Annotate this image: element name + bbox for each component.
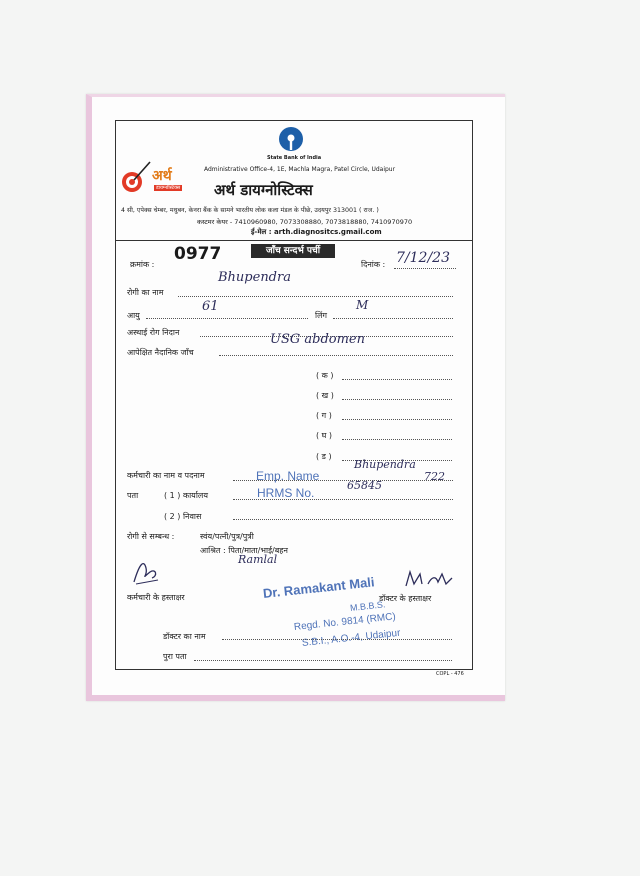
hrms-handwritten: 65845 [347, 479, 382, 492]
patient-name-label: रोगी का नाम [127, 288, 164, 297]
serial-label: क्रमांक : [130, 260, 155, 269]
doctor-signature-icon [402, 568, 456, 590]
gender-label: लिंग [315, 311, 327, 320]
emp-name-stamp: Emp. Name [256, 469, 320, 483]
full-address-label: पुरा पता [163, 652, 187, 661]
hrms-stamp: HRMS No. [257, 486, 315, 500]
arth-logo-icon [120, 158, 154, 194]
employee-number-handwritten: 722 [424, 470, 445, 483]
test-item: ( क ) [316, 371, 334, 380]
test-item: ( ख ) [316, 391, 334, 400]
tests-line [219, 355, 453, 356]
dependent-options: आश्रित : पिता/माता/भाई/बहन [200, 546, 288, 555]
doctor-stamp-regd: Regd. No. 9814 (RMC) [293, 611, 397, 633]
test-item: ( ग ) [316, 411, 332, 420]
dependent-handwritten: Ramlal [238, 553, 278, 566]
test-item-line [342, 379, 452, 380]
doctor-stamp-degree: M.B.B.S. [349, 599, 386, 613]
test-item: ( घ ) [316, 431, 333, 440]
relation-label: रोगी से सम्बन्ध : [127, 532, 175, 541]
office-label: ( 1 ) कार्यालय [164, 491, 208, 500]
patient-name-line [178, 296, 453, 297]
age-line [146, 318, 308, 319]
bank-name: State Bank of India [267, 155, 322, 161]
relation-options: स्वंय/पत्नी/पुत्र/पुत्री [200, 532, 254, 541]
print-code: COPL - 476 [436, 671, 464, 677]
tests-label: आपेक्षित नैदानिक जाँच [127, 348, 194, 357]
doctor-stamp-office: S.B.I., A.O.-4, Udaipur [301, 627, 401, 649]
date-label: दिनांक : [361, 260, 386, 269]
logo-subtitle: डायग्नोस्टिक्स [156, 185, 181, 191]
full-address-line [194, 660, 452, 661]
sbi-logo-icon [278, 126, 304, 152]
form-title: जाँच सन्दर्भ पर्ची [251, 244, 335, 258]
employee-handwritten: Bhupendra [354, 458, 416, 471]
admin-office: Administrative Office-4, 1E, Machla Magra, Patel Circle, Udaipur [204, 166, 396, 173]
gender-line [333, 318, 453, 319]
phone-numbers: कस्टमर केयर - 7410960980, 7073308880, 7073818880, 7410970970 [197, 218, 413, 226]
test-item-line [342, 439, 452, 440]
doctor-signature-label: डॉक्टर के हस्ताक्षर [379, 594, 432, 603]
doctor-name-line [222, 639, 452, 640]
employee-signature-icon [130, 556, 164, 588]
org-name: अर्थ डायग्नोस्टिक्स [214, 181, 313, 199]
age-handwritten: 61 [202, 299, 219, 314]
org-address: 4 सी, एपेक्स चेम्बर, मधुबन, केनरा बैंक के सामने भारतीय लोक कला मंडल के पीछे, उदयपुर 313001 ( राज. ) [121, 207, 379, 214]
date-line [394, 268, 456, 269]
test-item-line [342, 419, 452, 420]
employee-signature-label: कर्मचारी के हस्ताक्षर [127, 593, 185, 602]
residence-line [233, 519, 453, 520]
logo-wordmark: अर्थ [152, 168, 172, 184]
doctor-name-label: डॉक्टर का नाम [163, 632, 206, 641]
doctor-stamp-name: Dr. Ramakant Mali [262, 574, 376, 601]
address-label: पता [127, 491, 139, 500]
employee-label: कर्मचारी का नाम व पदनाम [127, 471, 205, 480]
test-item-line [342, 399, 452, 400]
patient-name-handwritten: Bhupendra [218, 270, 291, 285]
diagnosis-label: अस्थाई रोग निदान [127, 328, 180, 337]
age-label: आयु [127, 311, 140, 320]
date-handwritten: 7/12/23 [396, 250, 450, 266]
email: ई-मेल : arth.diagnositcs.gmail.com [251, 228, 382, 236]
serial-number: 0977 [174, 244, 222, 264]
gender-handwritten: M [356, 298, 369, 312]
header-divider [115, 240, 472, 241]
residence-label: ( 2 ) निवास [164, 512, 202, 521]
test-item: ( ड ) [316, 452, 332, 461]
tests-handwritten: USG abdomen [270, 332, 365, 347]
